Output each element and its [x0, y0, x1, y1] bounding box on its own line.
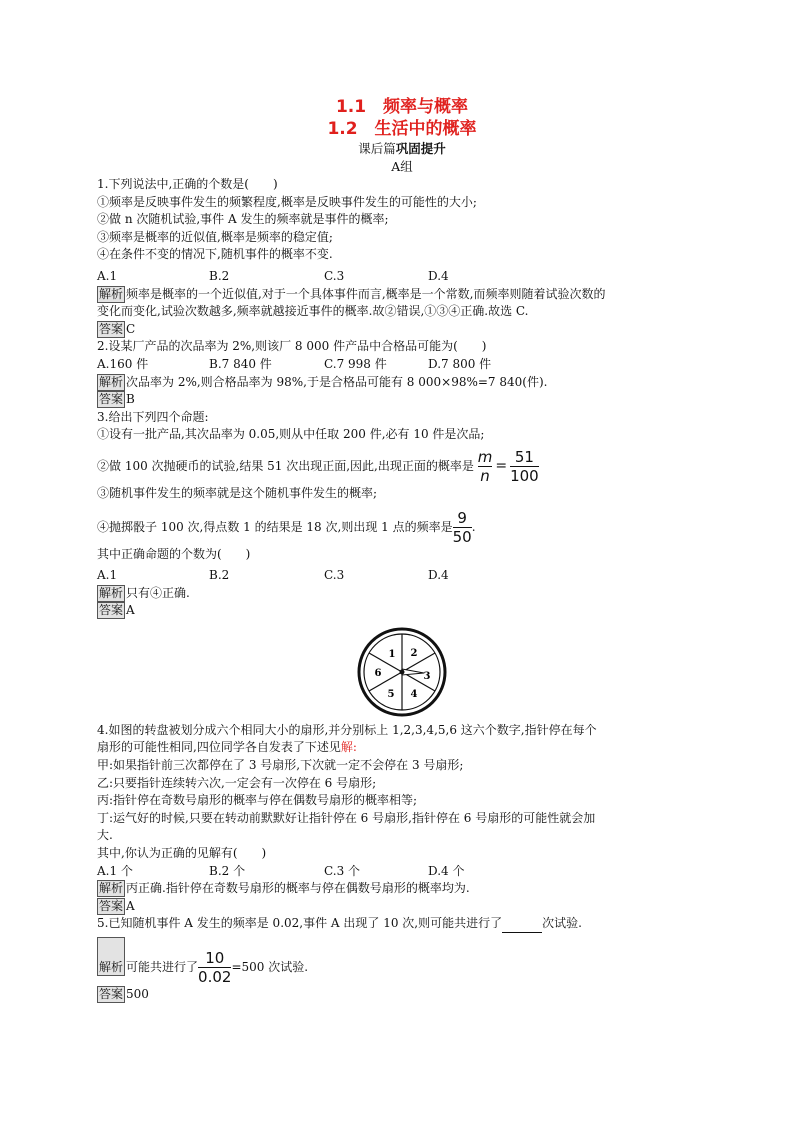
q1-item-3: ③频率是概率的近似值,概率是频率的稳定值;: [97, 229, 333, 244]
q4-ding-line-1: 丁:运气好的时候,只要在转动前默默好让指针停在 6 号扇形,指针停在 6 号扇形的可能性就会加: [97, 810, 596, 825]
q3-option-a: A.1: [97, 568, 118, 583]
q2-answer: [97, 391, 707, 409]
q2-option-a: A.160 件: [97, 356, 149, 371]
q1-answer: [97, 321, 707, 339]
q4-yi: 乙:只要指针连续转六次,一定会有一次停在 6 号扇形;: [97, 775, 377, 790]
fraction-m-over-n: [478, 448, 493, 485]
q2-option-b: B.7 840 件: [209, 356, 272, 371]
q4-stem-line-2: [97, 739, 707, 757]
q2-option-d: D.7 800 件: [428, 356, 492, 371]
answer-tag: 答案: [99, 603, 124, 618]
q3-analysis: [97, 585, 707, 603]
q1-option-c: C.3: [324, 268, 345, 283]
frac-denominator: 50: [452, 527, 472, 546]
q1-analysis-line-2: 变化而变化,试验次数越多,频率就越接近事件的概率.故②错误,①③④正确.故选 C.: [97, 304, 529, 319]
q4-answer: [97, 898, 707, 916]
q4-option-b: B.2 个: [209, 863, 246, 878]
q1-item-4: ④在条件不变的情况下,随机事件的概率不变.: [97, 247, 333, 262]
q4-answer-value: A: [126, 898, 135, 913]
subtitle: [97, 140, 707, 158]
analysis-tag: 解析: [99, 286, 124, 301]
q2-options: [97, 356, 707, 374]
q3-item-4: [97, 509, 707, 546]
q4-option-a: A.1 个: [97, 863, 133, 878]
q1-item-2: ②做 n 次随机试验,事件 A 发生的频率就是事件的概率;: [97, 212, 389, 227]
q4-stem-red-text: 解:: [340, 740, 357, 755]
q5-analysis: [97, 937, 707, 986]
q3-item-1: ①设有一批产品,其次品率为 0.05,则从中任取 200 件,必有 10 件是次品;: [97, 427, 485, 442]
spinner-wheel-figure: [356, 626, 448, 718]
q1-stem: 1.下列说法中,正确的个数是( ): [97, 177, 278, 191]
q1-option-b: B.2: [209, 268, 230, 283]
q4-jia: 甲:如果指针前三次都停在了 3 号扇形,下次就一定不会停在 3 号扇形;: [97, 758, 464, 773]
pointer-hub: [400, 669, 405, 674]
q5-answer-value: 500: [126, 987, 149, 1001]
fraction-51-over-100: [510, 448, 539, 485]
subtitle-bold: 巩固提升: [395, 141, 446, 156]
frac-denominator: n: [480, 466, 490, 485]
document-page: [97, 96, 707, 1004]
answer-blank: [502, 920, 542, 933]
q1-item-1: ①频率是反映事件发生的频繁程度,概率是反映事件发生的可能性的大小;: [97, 194, 477, 209]
q1-option-a: A.1: [97, 268, 118, 283]
answer-tag: 答案: [99, 898, 124, 913]
q1-analysis: [97, 286, 707, 304]
sector-label-1: 1: [388, 648, 396, 660]
q5-stem-before: 5.已知随机事件 A 发生的频率是 0.02,事件 A 出现了 10 次,则可能共进行了: [97, 916, 503, 931]
q1-option-d: D.4: [428, 268, 449, 283]
q1-options: [97, 268, 707, 286]
q3-option-b: B.2: [209, 568, 230, 583]
sector-label-6: 6: [374, 667, 382, 679]
q4-closing: 其中,你认为正确的见解有( ): [97, 846, 267, 861]
q2-answer-value: B: [126, 392, 135, 407]
q4-bing: 丙:指针停在奇数号扇形的概率与停在偶数号扇形的概率相等;: [97, 793, 418, 808]
q2-analysis: [97, 374, 707, 392]
group-label: A组: [391, 159, 413, 174]
q4-options: [97, 863, 707, 881]
q2-option-c: C.7 998 件: [324, 356, 387, 371]
q4-stem-line-2-text: 扇形的可能性相同,四位同学各自发表了下述见: [97, 740, 341, 755]
q5-stem-after: 次试验.: [542, 916, 582, 931]
q3-item-2: [97, 448, 707, 485]
q3-answer-value: A: [126, 603, 135, 618]
subtitle-prefix: 课后篇: [358, 141, 396, 156]
q3-item-3: ③随机事件发生的频率就是这个随机事件发生的概率;: [97, 485, 378, 500]
q3-stem: 3.给出下列四个命题:: [97, 409, 209, 424]
q5-analysis-end: =500 次试验.: [231, 960, 309, 974]
title-line-1: 1.1 频率与概率: [335, 97, 469, 117]
frac-numerator: 9: [457, 508, 467, 527]
sector-label-5: 5: [387, 688, 395, 700]
equals-sign: =: [495, 457, 508, 474]
q3-option-c: C.3: [324, 568, 345, 583]
q3-answer: [97, 602, 707, 620]
q3-options: [97, 567, 707, 585]
q4-analysis-text: 丙正确.指针停在奇数号扇形的概率与停在偶数号扇形的概率均为.: [126, 881, 470, 896]
frac-denominator: 0.02: [198, 968, 232, 986]
analysis-tag: 解析: [99, 585, 124, 600]
q5-answer: [97, 986, 707, 1004]
answer-tag: 答案: [99, 392, 124, 407]
q3-closing: 其中正确命题的个数为( ): [97, 546, 251, 561]
frac-numerator: 10: [205, 949, 225, 967]
q1-answer-value: C: [126, 321, 136, 336]
answer-tag: 答案: [99, 987, 124, 1001]
q2-stem: 2.设某厂产品的次品率为 2%,则该厂 8 000 件产品中合格品可能为( ): [97, 339, 487, 354]
fraction-10-over-0.02: [198, 949, 231, 986]
sector-label-4: 4: [410, 688, 418, 700]
q3-item-4-text: ④抛掷骰子 100 次,得点数 1 的结果是 18 次,则出现 1 点的频率是: [97, 519, 453, 534]
q4-option-d: D.4 个: [428, 863, 465, 878]
q3-analysis-text: 只有④正确.: [126, 585, 190, 600]
q4-analysis: [97, 880, 707, 898]
frac-numerator: 51: [514, 447, 534, 466]
q3-item-2-text: ②做 100 次抛硬币的试验,结果 51 次出现正面,因此,出现正面的概率是: [97, 458, 474, 473]
q1-analysis-line-1: 频率是概率的一个近似值,对于一个具体事件而言,概率是一个常数,而频率则随着试验次数的: [126, 286, 606, 301]
q4-stem-line-1: 4.如图的转盘被划分成六个相同大小的扇形,并分别标上 1,2,3,4,5,6 这六个数字,指针停在每个: [97, 722, 597, 737]
sector-label-2: 2: [410, 647, 418, 659]
sector-label-3: 3: [423, 670, 431, 682]
q2-analysis-text: 次品率为 2%,则合格品率为 98%,于是合格品可能有 8 000×98%=7 840(件).: [126, 374, 548, 389]
q4-ding-line-2: 大.: [97, 828, 113, 843]
q4-option-c: C.3 个: [324, 863, 361, 878]
analysis-tag: 解析: [99, 881, 124, 896]
answer-tag: 答案: [99, 321, 124, 336]
analysis-tag: 解析: [97, 937, 125, 976]
q5-stem: [97, 915, 707, 933]
frac-denominator: 100: [510, 466, 539, 485]
analysis-tag: 解析: [99, 374, 124, 389]
title-line-2: 1.2 生活中的概率: [327, 119, 477, 139]
q3-option-d: D.4: [428, 568, 449, 583]
fraction-9-over-50: [453, 509, 472, 546]
q5-analysis-text: 可能共进行了: [126, 960, 199, 974]
period: .: [471, 519, 476, 534]
frac-numerator: m: [477, 447, 493, 466]
